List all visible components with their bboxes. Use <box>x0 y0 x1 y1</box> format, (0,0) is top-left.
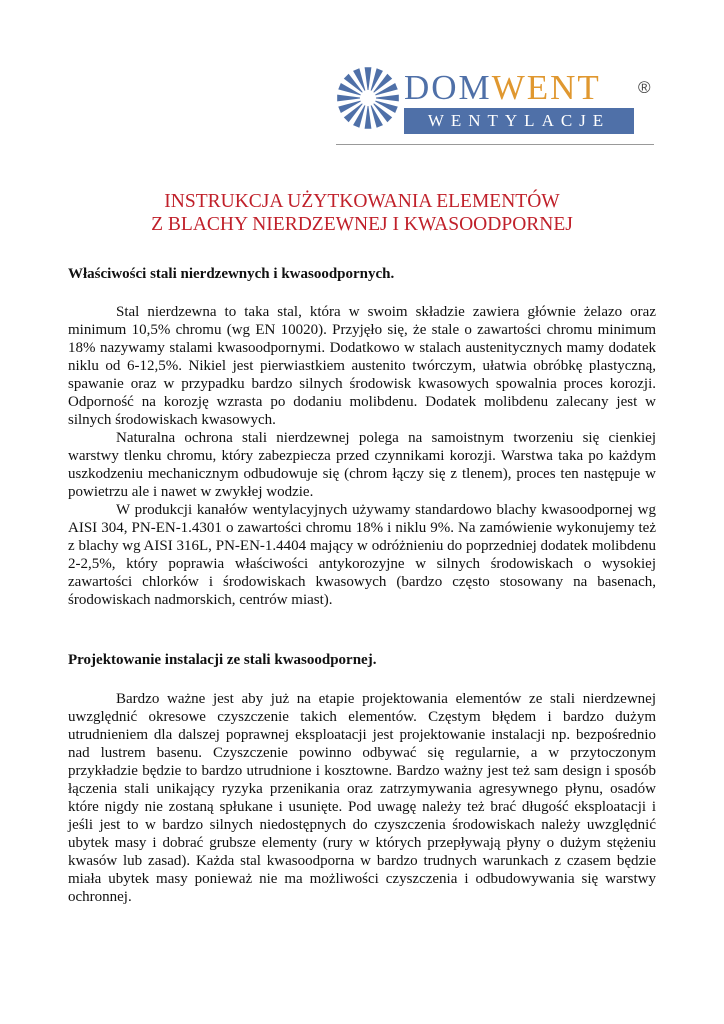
header-rule <box>336 144 654 145</box>
section-2-paragraph: Bardzo ważne jest aby już na etapie projektowania elementów ze stali nierdzewnej uwzględnić okresowe czyszczenie takich elementów. Częstym błędem i bardzo dużym utrudnieniem dla dalszej poprawnej eksploatacji jest projektowanie instalacji np. bezpośrednio nad lustrem basenu. Czyszczenie powinno odbywać się regularnie, a w przytoczonym przykładzie będzie to bardzo utrudnione i kosztowne. Bardzo ważny jest też sam design i sposób łączenia stali unikający ryzyka przenikania oraz zatrzymywania agresywnego płynu, osadów które nigdy nie zostaną spłukane i usunięte. Pod uwagę należy też brać długość eksploatacji i jeśli jest to w bardzo silnych niedostępnych do czyszczenia środowiskach należy uwzględnić ubytek masy i dobrać grubsze elementy (rury w których przepływają płyny o dużym stężeniu kwasów lub zasad). Każda stal kwasoodporna w bardzo trudnych warunkach z czasem będzie miała ubytek masy ponieważ nie ma możliwości czyszczenia i odbudowywania się warstwy ochronnej. <box>68 691 656 905</box>
brand-subtitle: WENTYLACJE <box>404 108 634 134</box>
logo-ray <box>353 68 365 91</box>
logo-ray <box>365 67 372 90</box>
brand-name-part1: DOM <box>404 68 492 107</box>
logo-ray <box>338 83 361 95</box>
brand-name <box>404 70 601 106</box>
logo-ray <box>371 105 383 128</box>
section-1-paragraph: Stal nierdzewna to taka stal, która w swoim składzie zawiera głównie żelazo oraz minimum 10,5% chromu (wg EN 10020). Przyjęło się, że stale o zawartości chromu minimum 18% nazywamy stalami kwasoodpornymi. Dodatkowo w stalach austenitycznych mamy dodatek niklu od 6-12,5%. Nikiel jest pierwiastkiem austenito twórczym, ułatwia obróbkę plastyczną, spawanie oraz w przypadku bardzo silnych środowisk kwasowych spowalnia proces korozji. Odporność na korozję wzrasta po dodaniu molibdenu. Dodatek molibdenu zalecany jest w silnych środowiskach kwasowych. <box>68 304 656 428</box>
section-2-body <box>68 690 656 906</box>
logo-ray <box>371 68 383 91</box>
section-1-paragraph: W produkcji kanałów wentylacyjnych używamy standardowo blachy kwasoodpornej wg AISI 304, PN-EN-1.4301 o zawartości chromu 18% i niklu 9%. Na zamówienie wykonujemy też z blachy wg AISI 316L, PN-EN-1.4404 mający w odróżnieniu do poprzedniej dodatek molibdenu 2-2,5%, który poprawia właściwości antykorozyjne w silnych środowiskach o wysokiej zawartości chlorków i środowiskach kwasowych (bardzo często stosowany na basenach, środowiskach nadmorskich, centrów miast). <box>68 502 656 608</box>
logo-ray <box>375 83 398 95</box>
brand-name-part2: WENT <box>491 68 601 107</box>
company-logo <box>336 62 666 142</box>
logo-ray <box>338 101 361 113</box>
title-line-2: Z BLACHY NIERDZEWNEJ I KWASOODPORNEJ <box>151 214 573 235</box>
section-1-paragraph: Naturalna ochrona stali nierdzewnej polega na samoistnym tworzeniu się cienkiej warstwy tlenku chromu, który zabezpiecza przed czynnikami korozji. Warstwa taka po każdym uszkodzeniu mechanicznym odbudowuje się (chrom łączy się z tlenem), proces ten następuje w powietrzu ale i nawet w zwykłej wodzie. <box>68 430 656 500</box>
logo-ray <box>337 95 360 102</box>
document-title <box>68 190 656 236</box>
section-2-heading: Projektowanie instalacji ze stali kwasoodpornej. <box>68 652 377 668</box>
title-line-1: INSTRUKCJA UŻYTKOWANIA ELEMENTÓW <box>164 191 560 212</box>
logo-ray <box>353 105 365 128</box>
logo-ray <box>365 106 372 129</box>
logo-ray <box>375 101 398 113</box>
logo-ray <box>376 95 399 102</box>
section-1-heading: Właściwości stali nierdzewnych i kwasoodpornych. <box>68 266 395 282</box>
registered-mark: ® <box>638 78 651 97</box>
sunburst-logo-icon <box>336 66 400 130</box>
section-1-body <box>68 303 656 609</box>
